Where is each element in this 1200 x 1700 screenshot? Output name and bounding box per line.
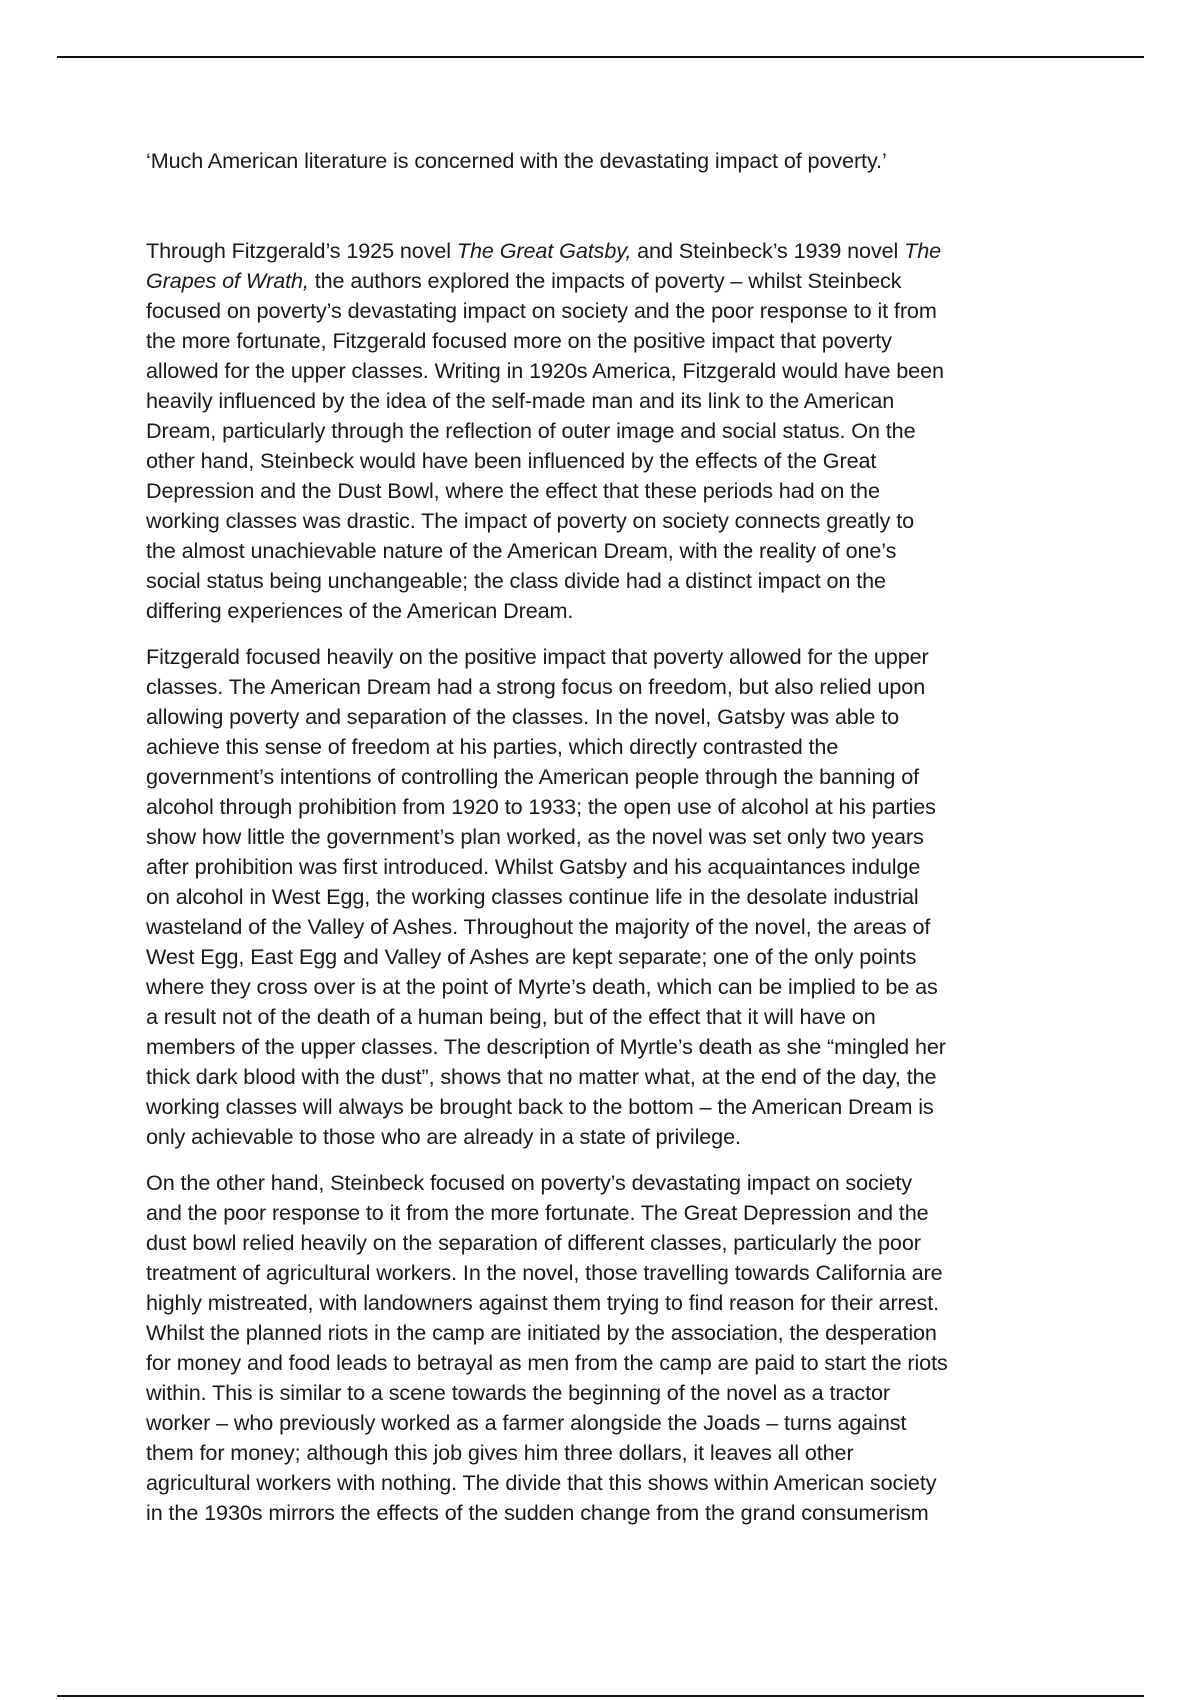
paragraph-line: treatment of agricultural workers. In the novel, those travelling towards California are xyxy=(146,1260,943,1285)
fitzgerald-paragraph xyxy=(146,642,1051,1152)
paragraph-line: worker – who previously worked as a farmer alongside the Joads – turns against xyxy=(146,1410,907,1435)
book-title-gatsby: The Great Gatsby, xyxy=(456,238,632,263)
intro-line: Dream, particularly through the reflection of outer image and social status. On the xyxy=(146,418,916,443)
paragraph-line: Fitzgerald focused heavily on the positive impact that poverty allowed for the upper xyxy=(146,644,929,669)
intro-line: other hand, Steinbeck would have been influenced by the effects of the Great xyxy=(146,448,877,473)
document-body xyxy=(146,146,1051,1528)
paragraph-line: government’s intentions of controlling the American people through the banning of xyxy=(146,764,919,789)
paragraph-line: show how little the government’s plan worked, as the novel was set only two years xyxy=(146,824,924,849)
paragraph-line: Whilst the planned riots in the camp are initiated by the association, the desperation xyxy=(146,1320,937,1345)
intro-line: heavily influenced by the idea of the self-made man and its link to the American xyxy=(146,388,895,413)
paragraph-line: classes. The American Dream had a strong focus on freedom, but also relied upon xyxy=(146,674,926,699)
intro-text: Through Fitzgerald’s 1925 novel xyxy=(146,238,457,263)
intro-line: the more fortunate, Fitzgerald focused more on the positive impact that poverty xyxy=(146,328,892,353)
paragraph-line: a result not of the death of a human being, but of the effect that it will have on xyxy=(146,1004,876,1029)
paragraph-line: working classes will always be brought back to the bottom – the American Dream is xyxy=(146,1094,934,1119)
paragraph-line: highly mistreated, with landowners against them trying to find reason for their arrest. xyxy=(146,1290,940,1315)
paragraph-line: alcohol through prohibition from 1920 to 1933; the open use of alcohol at his parties xyxy=(146,794,936,819)
intro-line: focused on poverty’s devastating impact on society and the poor response to it from xyxy=(146,298,937,323)
paragraph-line: and the poor response to it from the more fortunate. The Great Depression and the xyxy=(146,1200,929,1225)
paragraph-line: them for money; although this job gives him three dollars, it leaves all other xyxy=(146,1440,854,1465)
paragraph-line: thick dark blood with the dust”, shows that no matter what, at the end of the day, the xyxy=(146,1064,937,1089)
paragraph-line: agricultural workers with nothing. The divide that this shows within American society xyxy=(146,1470,937,1495)
intro-text: and Steinbeck’s 1939 novel xyxy=(631,238,905,263)
intro-line: social status being unchangeable; the class divide had a distinct impact on the xyxy=(146,568,886,593)
paragraph-line: within. This is similar to a scene towards the beginning of the novel as a tractor xyxy=(146,1380,890,1405)
paragraph-line: in the 1930s mirrors the effects of the sudden change from the grand consumerism xyxy=(146,1500,929,1525)
intro-text: the authors explored the impacts of poverty – whilst Steinbeck xyxy=(308,268,902,293)
intro-paragraph xyxy=(146,236,1051,626)
paragraph-line: dust bowl relied heavily on the separation of different classes, particularly the poor xyxy=(146,1230,921,1255)
steinbeck-paragraph xyxy=(146,1168,1051,1528)
paragraph-line: On the other hand, Steinbeck focused on poverty’s devastating impact on society xyxy=(146,1170,912,1195)
paragraph-line: on alcohol in West Egg, the working classes continue life in the desolate industrial xyxy=(146,884,919,909)
paragraph-line: where they cross over is at the point of Myrte’s death, which can be implied to be as xyxy=(146,974,938,999)
paragraph-line: West Egg, East Egg and Valley of Ashes are kept separate; one of the only points xyxy=(146,944,917,969)
paragraph-line: for money and food leads to betrayal as men from the camp are paid to start the riots xyxy=(146,1350,948,1375)
book-title-grapes-part: The xyxy=(904,238,942,263)
footer-rule xyxy=(57,1695,1144,1697)
essay-prompt: ‘Much American literature is concerned with the devastating impact of poverty.’ xyxy=(146,148,887,173)
intro-line: differing experiences of the American Dream. xyxy=(146,598,574,623)
intro-line-2 xyxy=(146,266,1051,296)
paragraph-line: achieve this sense of freedom at his parties, which directly contrasted the xyxy=(146,734,839,759)
paragraph-line: allowing poverty and separation of the classes. In the novel, Gatsby was able to xyxy=(146,704,900,729)
paragraph-line: members of the upper classes. The description of Myrtle’s death as she “mingled her xyxy=(146,1034,946,1059)
header-rule xyxy=(57,56,1144,58)
paragraph-line: after prohibition was first introduced. Whilst Gatsby and his acquaintances indulge xyxy=(146,854,921,879)
intro-line-1 xyxy=(146,236,1051,266)
intro-line: allowed for the upper classes. Writing in 1920s America, Fitzgerald would have been xyxy=(146,358,944,383)
book-title-grapes-part: Grapes of Wrath, xyxy=(146,268,309,293)
intro-line: Depression and the Dust Bowl, where the effect that these periods had on the xyxy=(146,478,880,503)
paragraph-line: only achievable to those who are already in a state of privilege. xyxy=(146,1124,741,1149)
intro-line: working classes was drastic. The impact of poverty on society connects greatly to xyxy=(146,508,915,533)
intro-line: the almost unachievable nature of the American Dream, with the reality of one’s xyxy=(146,538,897,563)
paragraph-line: wasteland of the Valley of Ashes. Throughout the majority of the novel, the areas of xyxy=(146,914,931,939)
